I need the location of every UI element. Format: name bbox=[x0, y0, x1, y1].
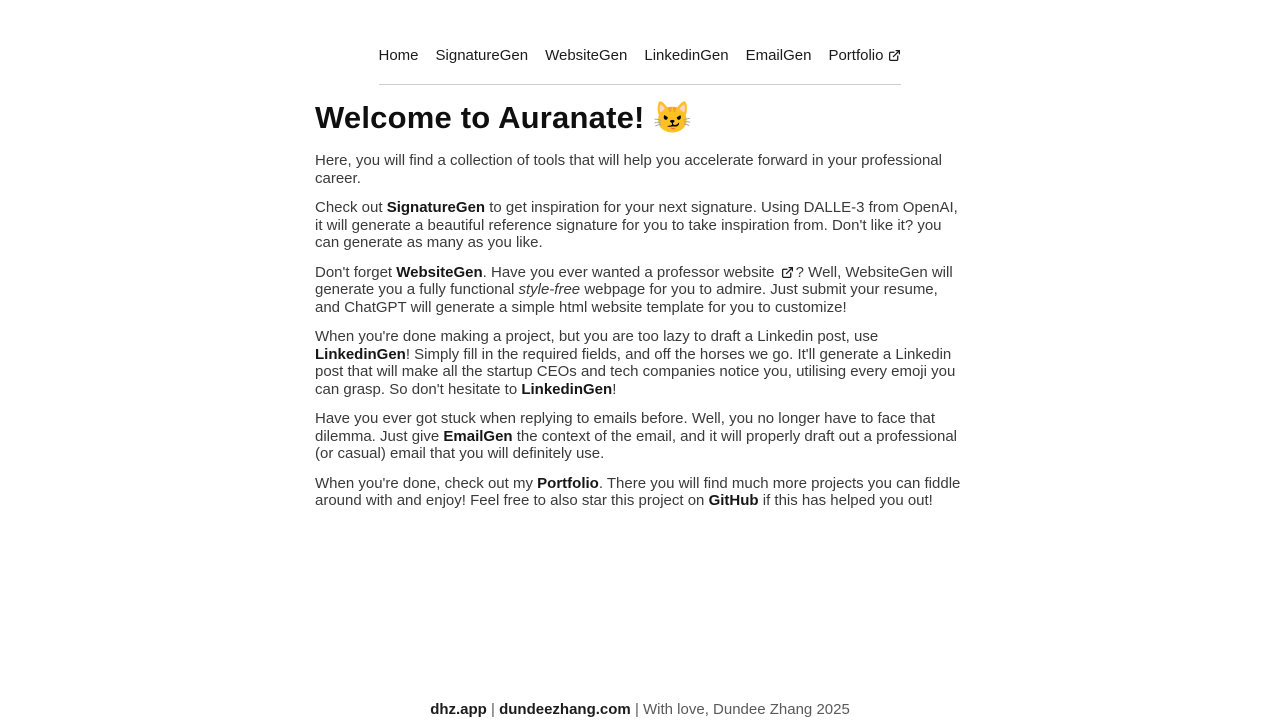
nav-item-linkedingen[interactable]: LinkedinGen bbox=[644, 47, 729, 64]
github-link[interactable]: GitHub bbox=[708, 492, 759, 509]
paragraph bbox=[315, 152, 965, 187]
text-segment: When you're done, check out my bbox=[315, 474, 538, 492]
cat-wry-smile-emoji: 😼 bbox=[653, 100, 693, 135]
intro-paragraphs bbox=[315, 152, 965, 510]
footer-link-dundeezhang[interactable]: dundeezhang.com bbox=[499, 701, 631, 718]
websitegen-mention: WebsiteGen bbox=[396, 263, 483, 281]
page-title-text: Welcome to Auranate! bbox=[315, 100, 645, 135]
nav-item-websitegen[interactable]: WebsiteGen bbox=[545, 47, 628, 64]
nav-item-label: Portfolio bbox=[828, 47, 884, 64]
text-segment: if this has helped you out! bbox=[758, 492, 933, 509]
text-segment: Don't forget bbox=[315, 263, 397, 281]
text-segment: Have you ever got stuck when replying to emails before. Well, you no longer have to face that dilemma. Just give bbox=[315, 410, 936, 445]
nav-item-emailgen[interactable]: EmailGen bbox=[745, 47, 812, 64]
linkedingen-mention: LinkedinGen bbox=[521, 380, 613, 398]
signaturegen-mention: SignatureGen bbox=[386, 199, 486, 216]
text-segment: ! bbox=[612, 380, 617, 398]
text-segment: ! Simply fill in the required fields, and off the horses we go. It'll generate a Linkedin post that will make all the startup CEOs and tech companies notice you, utilising every emoji you can grasp. So don't hesitate to bbox=[315, 345, 956, 398]
paragraph bbox=[315, 264, 965, 317]
top-nav bbox=[0, 0, 1280, 85]
page-title bbox=[315, 99, 965, 136]
portfolio-mention[interactable]: Portfolio bbox=[537, 474, 599, 492]
text-segment: style-free bbox=[518, 281, 581, 298]
paragraph bbox=[315, 328, 965, 398]
footer-link-dhz-app[interactable]: dhz.app bbox=[430, 701, 487, 718]
text-segment: the context of the email, and it will properly draft out a professional (or casual) email that you will definitely use. bbox=[315, 427, 957, 462]
emailgen-mention: EmailGen bbox=[443, 427, 513, 445]
footer bbox=[0, 701, 1280, 718]
external-link-icon[interactable] bbox=[781, 266, 794, 279]
paragraph bbox=[315, 410, 965, 463]
paragraph bbox=[315, 199, 965, 252]
text-segment: . There you will find much more projects you can fiddle around with and enjoy! Feel free to also star this project on bbox=[315, 474, 961, 509]
footer-credit-text: | With love, Dundee Zhang 2025 bbox=[630, 701, 850, 718]
external-link-icon bbox=[888, 49, 901, 62]
nav-item-portfolio[interactable] bbox=[828, 47, 901, 64]
text-segment: . Have you ever wanted a professor website bbox=[482, 263, 779, 281]
text-segment: ? Well, WebsiteGen will generate you a fully functional bbox=[315, 263, 953, 298]
paragraph bbox=[315, 475, 965, 510]
main-content bbox=[315, 99, 965, 510]
text-segment: | bbox=[486, 701, 500, 718]
text-segment: webpage for you to admire. Just submit your resume, and ChatGPT will generate a simple html website template for you to customize! bbox=[315, 281, 938, 316]
text-segment: When you're done making a project, but you are too lazy to draft a Linkedin post, use bbox=[315, 328, 879, 345]
text-segment: to get inspiration for your next signature. Using DALLE-3 from OpenAI, it will generate a beautiful reference signature for you to take inspiration from. Don't like it? you can generate as many as you like. bbox=[315, 199, 958, 251]
nav-item-home[interactable]: Home bbox=[378, 47, 419, 64]
text-segment: Check out bbox=[315, 199, 387, 216]
text-segment: Here, you will find a collection of tools that will help you accelerate forward in your professional career. bbox=[315, 152, 942, 187]
nav-item-signaturegen[interactable]: SignatureGen bbox=[435, 47, 529, 64]
nav-bar bbox=[379, 47, 902, 85]
linkedingen-mention: LinkedinGen bbox=[315, 345, 406, 363]
